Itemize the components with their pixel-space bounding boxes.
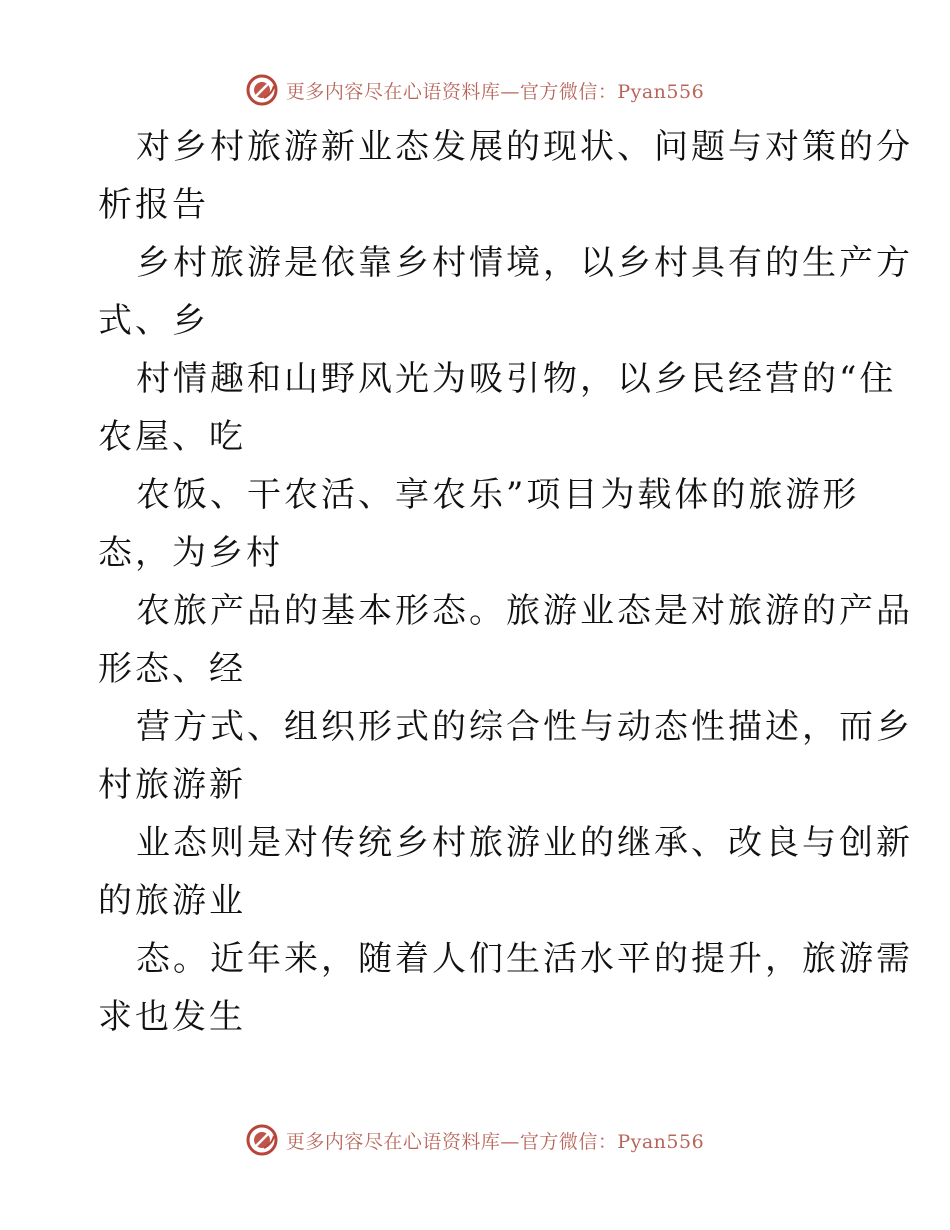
text-line: 农屋、吃: [98, 417, 246, 457]
text-line: 农旅产品的基本形态。旅游业态是对旅游的产品: [136, 591, 913, 631]
text-line: 式、乡: [98, 301, 209, 341]
text-line: 乡村旅游是依靠乡村情境，以乡村具有的生产方: [136, 243, 913, 283]
text-line: 求也发生: [98, 997, 246, 1037]
red-circle-emblem-icon: [246, 74, 278, 106]
text-line: 态。近年来，随着人们生活水平的提升，旅游需: [136, 939, 913, 979]
text-line: 农饭、干农活、享农乐”项目为载体的旅游形: [136, 475, 860, 515]
text-line: 形态、经: [98, 649, 246, 689]
red-circle-emblem-icon: [246, 1124, 278, 1156]
footer-banner-text: 更多内容尽在心语资料库—官方微信：Pyan556: [285, 1130, 705, 1153]
text-line: 析报告: [98, 185, 209, 225]
text-line: 村情趣和山野风光为吸引物，以乡民经营的“住: [136, 359, 897, 399]
footer-banner: [0, 1120, 950, 1160]
text-line: 态，为乡村: [98, 533, 283, 573]
document-body: [98, 118, 913, 1046]
text-line: 村旅游新: [98, 765, 246, 805]
text-line: 业态则是对传统乡村旅游业的继承、改良与创新: [136, 823, 913, 863]
text-line: 的旅游业: [98, 881, 246, 921]
header-banner-text: 更多内容尽在心语资料库—官方微信：Pyan556: [285, 80, 705, 103]
header-banner: [0, 70, 950, 110]
text-line: 对乡村旅游新业态发展的现状、问题与对策的分: [136, 127, 913, 167]
text-line: 营方式、组织形式的综合性与动态性描述，而乡: [136, 707, 913, 747]
